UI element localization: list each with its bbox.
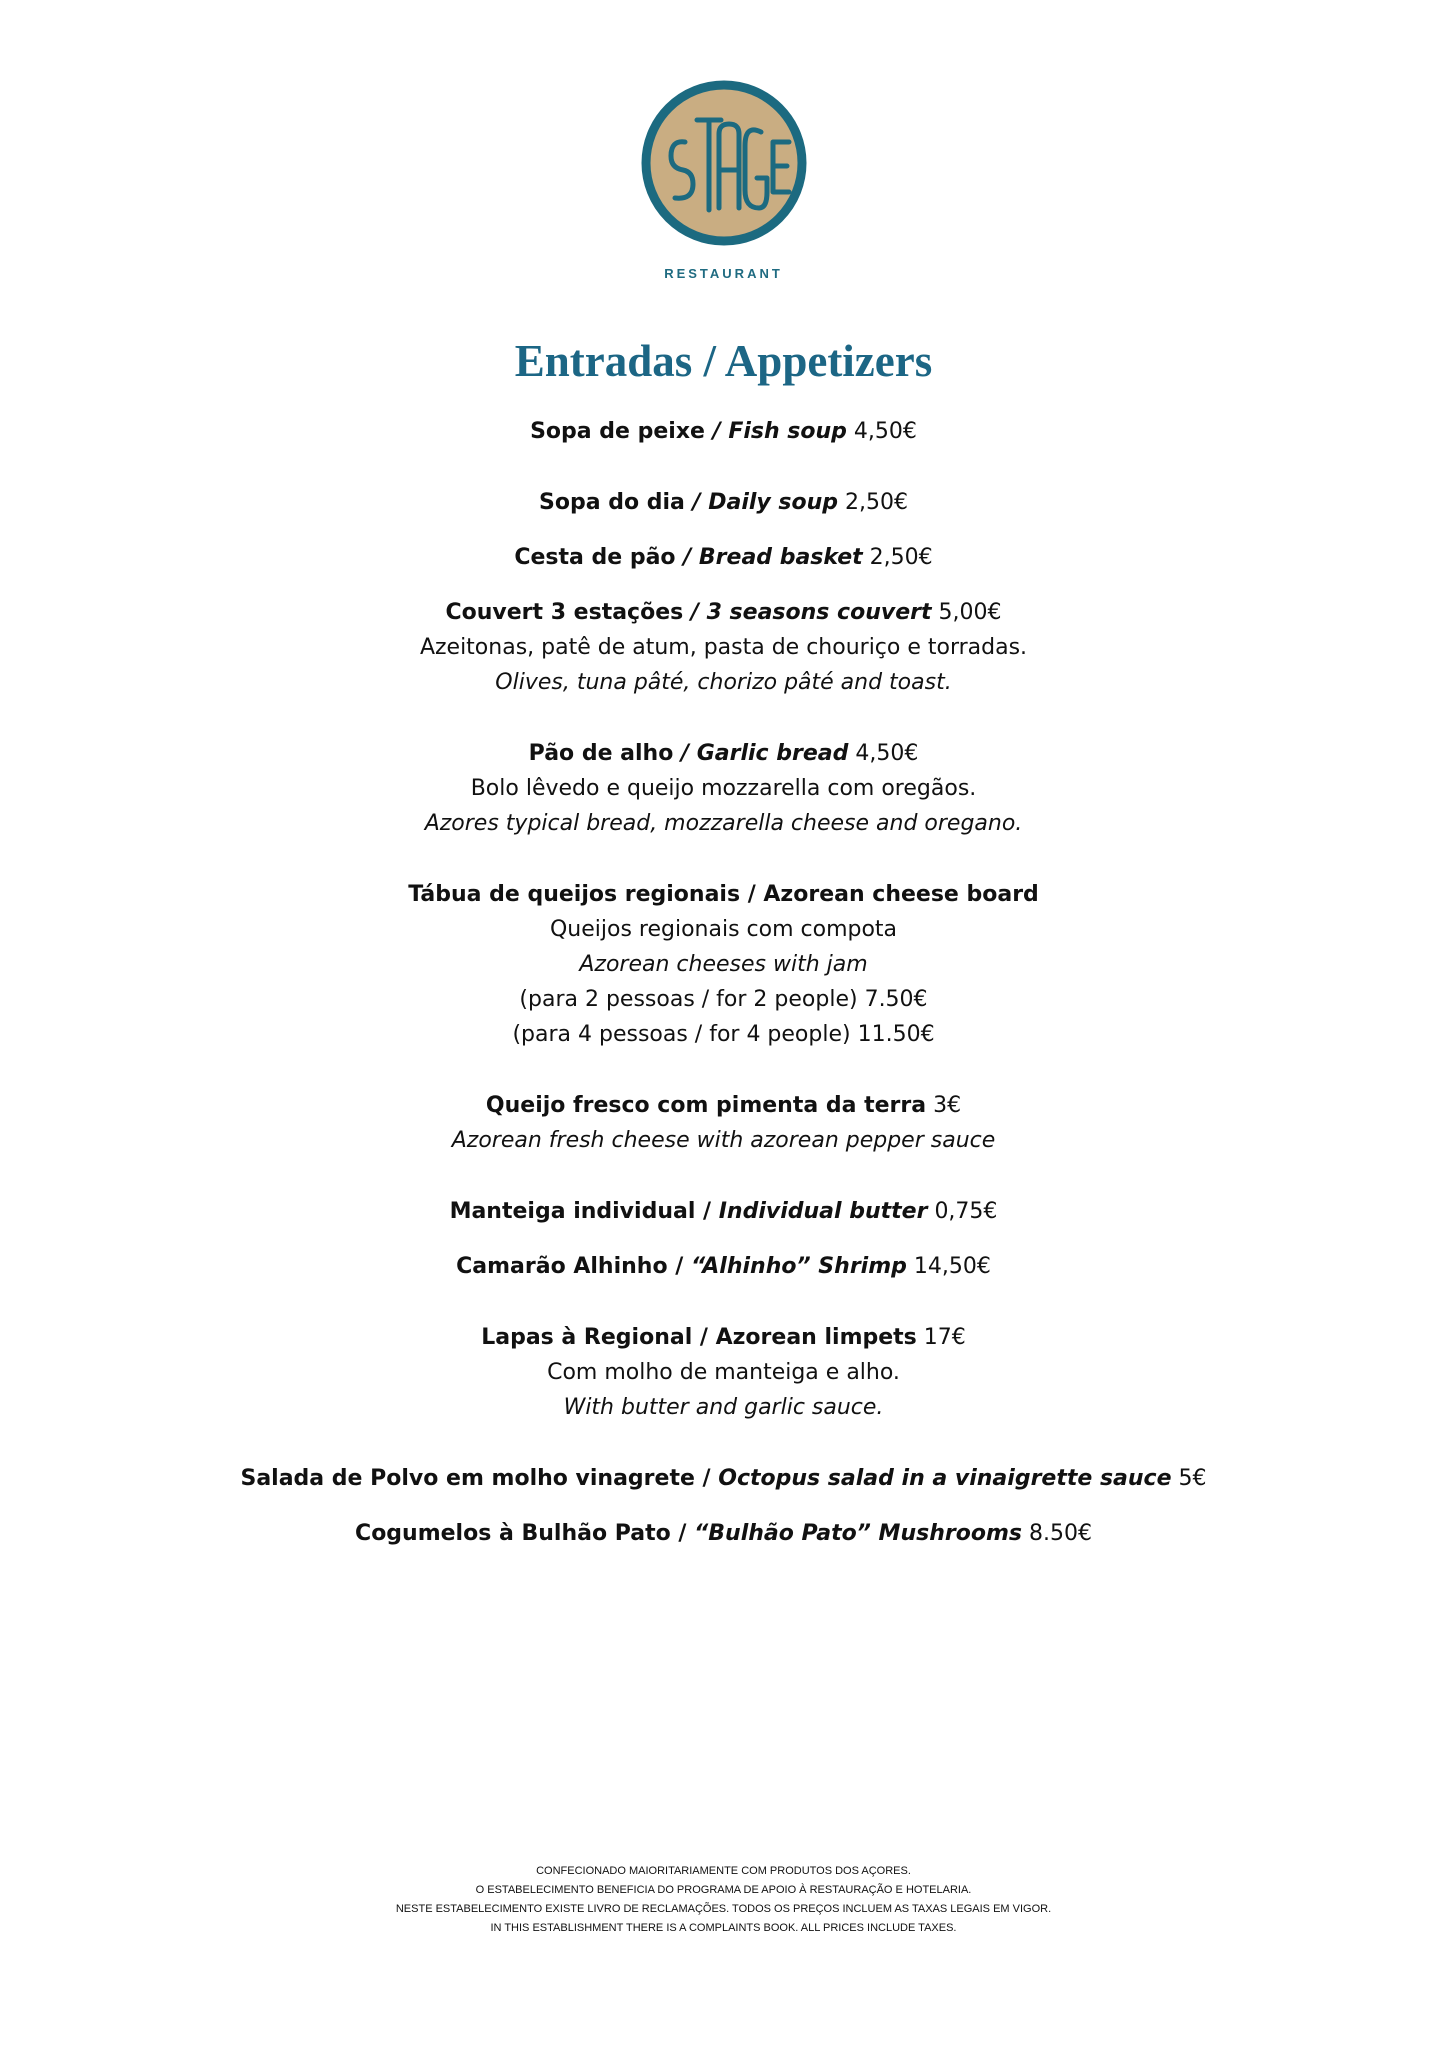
item-separator: /	[675, 545, 699, 570]
item-description-en: Azores typical bread, mozzarella cheese and oregano.	[424, 811, 1023, 836]
menu-item	[0, 1320, 1447, 1425]
item-name-en: Bread basket	[698, 545, 863, 570]
item-name-pt: Camarão Alhinho	[456, 1254, 668, 1279]
logo-subtitle: RESTAURANT	[664, 266, 783, 281]
item-description-en: With butter and garlic sauce.	[563, 1395, 884, 1420]
page-title: Entradas / Appetizers	[514, 336, 933, 386]
item-name-pt: Manteiga individual	[449, 1199, 696, 1224]
footer-line: IN THIS ESTABLISHMENT THERE IS A COMPLAINTS BOOK. ALL PRICES INCLUDE TAXES.	[490, 1922, 957, 1934]
item-name-pt: Salada de Polvo em molho vinagrete	[240, 1466, 695, 1491]
item-name-pt: Cogumelos à Bulhão Pato	[355, 1521, 671, 1546]
item-price: 17€	[923, 1325, 966, 1350]
menu-item	[0, 1194, 1447, 1229]
item-option: (para 2 pessoas / for 2 people) 7.50€	[519, 987, 928, 1012]
menu-item	[0, 877, 1447, 1052]
item-price: 5,00€	[938, 600, 1002, 625]
item-separator: /	[673, 741, 697, 766]
item-name: Lapas à Regional / Azorean limpets	[481, 1325, 917, 1350]
item-description-en: Azorean fresh cheese with azorean pepper sauce	[451, 1128, 996, 1153]
item-description-en: Olives, tuna pâté, chorizo pâté and toast.	[495, 670, 952, 695]
item-name-en: “Bulhão Pato” Mushrooms	[694, 1521, 1022, 1546]
item-name-en: Daily soup	[708, 490, 839, 515]
item-name-pt: Sopa de peixe	[530, 419, 705, 444]
menu-item	[0, 485, 1447, 520]
footer-line: CONFECIONADO MAIORITARIAMENTE COM PRODUTOS DOS AÇORES.	[536, 1865, 911, 1877]
menu-item	[0, 736, 1447, 841]
item-separator: /	[667, 1254, 691, 1279]
logo	[0, 80, 1447, 281]
item-name-pt: Sopa do dia	[538, 490, 685, 515]
item-price: 2,50€	[845, 490, 909, 515]
item-separator: /	[704, 419, 729, 444]
item-price: 4,50€	[855, 741, 919, 766]
item-name-en: “Alhinho” Shrimp	[690, 1254, 907, 1279]
footer-line: NESTE ESTABELECIMENTO EXISTE LIVRO DE RECLAMAÇÕES. TODOS OS PREÇOS INCLUEM AS TAXAS LEGAIS EM VIGOR.	[395, 1903, 1052, 1915]
item-price: 14,50€	[913, 1254, 991, 1279]
item-name-pt: Cesta de pão	[514, 545, 676, 570]
item-separator: /	[695, 1199, 719, 1224]
item-separator: /	[684, 490, 709, 515]
item-name-en: Individual butter	[718, 1199, 928, 1224]
menu-item	[0, 1516, 1447, 1551]
item-separator: /	[694, 1466, 719, 1491]
item-name-en: Fish soup	[728, 419, 847, 444]
item-price: 5€	[1178, 1466, 1207, 1491]
item-description-pt: Com molho de manteiga e alho.	[547, 1360, 900, 1385]
item-description-en: Azorean cheeses with jam	[579, 952, 868, 977]
item-name-en: 3 seasons couvert	[706, 600, 932, 625]
item-description-pt: Queijos regionais com compota	[549, 917, 898, 942]
item-name-en: Octopus salad in a vinaigrette sauce	[718, 1466, 1172, 1491]
footer-line: O ESTABELECIMENTO BENEFICIA DO PROGRAMA DE APOIO À RESTAURAÇÃO E HOTELARIA.	[475, 1884, 972, 1896]
item-separator: /	[670, 1521, 695, 1546]
footer-notes	[0, 1862, 1447, 1938]
item-price: 4,50€	[853, 419, 917, 444]
menu-item	[0, 414, 1447, 449]
menu-item	[0, 1088, 1447, 1158]
item-separator: /	[683, 600, 707, 625]
item-price: 3€	[933, 1093, 962, 1118]
item-name-pt: Couvert 3 estações	[445, 600, 684, 625]
item-price: 2,50€	[869, 545, 933, 570]
item-name: Queijo fresco com pimenta da terra	[485, 1093, 927, 1118]
item-price: 0,75€	[934, 1199, 998, 1224]
item-price: 8.50€	[1028, 1521, 1092, 1546]
menu-item	[0, 1461, 1447, 1496]
item-description-pt: Bolo lêvedo e queijo mozzarella com oregãos.	[470, 776, 977, 801]
menu-item	[0, 1249, 1447, 1284]
menu-list	[0, 414, 1447, 1551]
item-option: (para 4 pessoas / for 4 people) 11.50€	[512, 1022, 935, 1047]
menu-item	[0, 595, 1447, 700]
stage-logo-icon	[641, 80, 807, 246]
item-name: Tábua de queijos regionais / Azorean cheese board	[408, 882, 1039, 907]
item-name-pt: Pão de alho	[528, 741, 674, 766]
item-name-en: Garlic bread	[696, 741, 849, 766]
menu-item	[0, 540, 1447, 575]
item-description-pt: Azeitonas, patê de atum, pasta de chouriço e torradas.	[419, 635, 1028, 660]
